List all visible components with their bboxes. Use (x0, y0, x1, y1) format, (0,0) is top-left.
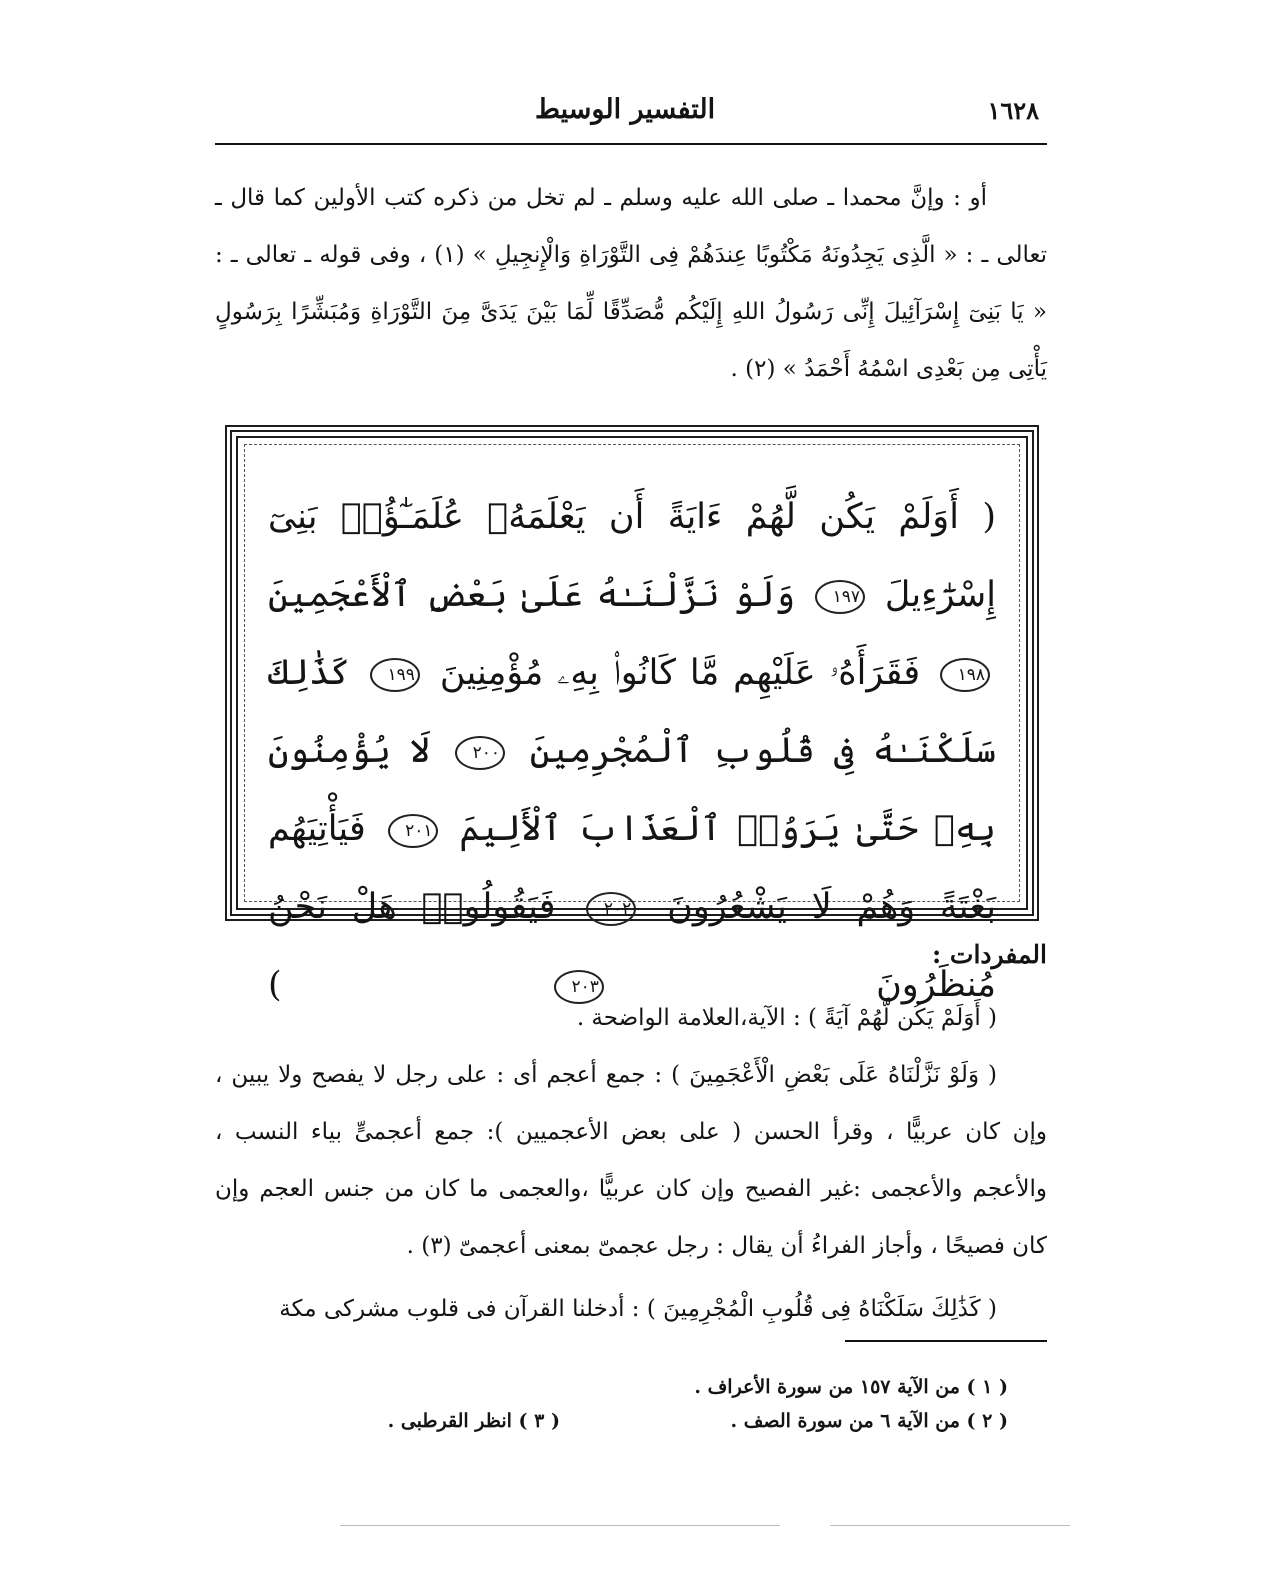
ayah-number-199: ١٩٩ (370, 658, 420, 692)
footnote-2: ( ٢ ) من الآية ٦ من سورة الصف . (730, 1410, 1008, 1432)
footnote-1: ( ١ ) من الآية ١٥٧ من سورة الأعراف . (694, 1376, 1008, 1398)
ayah-number-202: ٢٠٢ (586, 892, 636, 926)
verse-text-197: أَوَلَمْ يَكُن لَّهُمْ ءَايَةً أَن يَعْلَمَهُۥ عُلَمَـٰٓؤُا۟ بَنِىٓ إِسْرَٰٓءِيلَ (268, 497, 996, 615)
ayah-number-198: ١٩٨ (940, 658, 990, 692)
intro-text: أو : وإنَّ محمدا ـ صلى الله عليه وسلم ـ لم تخل من ذكره كتب الأولين كما قال ـ تعالى ـ : « الَّذِى يَجِدُونَهُ مَكْتُوبًا عِندَهُمْ فِى التَّوْرَاةِ وَالْإِنجِيلِ » (١) ، وفى قوله ـ تعالى ـ : « يَا بَنِىٓ إِسْرَآئِيلَ إِنِّى رَسُولُ اللهِ إِلَيْكُم مُّصَدِّقًا لِّمَا بَيْنَ يَدَىَّ مِنَ التَّوْرَاةِ وَمُبَشِّرًا بِرَسُولٍ يَأْتِى مِن بَعْدِى اسْمُهُ أَحْمَدُ » (٢) . (215, 185, 1047, 382)
verse-text-199: فَقَرَأَهُۥ عَلَيْهِم مَّا كَانُوا۟ بِهِۦ مُؤْمِنِينَ (439, 653, 921, 693)
ayah-number-197: ١٩٧ (815, 580, 865, 614)
page-number: ١٦٢٨ (987, 96, 1039, 125)
running-head (215, 92, 1047, 132)
verse-text-201: لَا يُؤْمِنُونَ بِهِۦ حَتَّىٰ يَرَوُا۟ ٱلْعَذَابَ ٱلْأَلِيمَ (268, 731, 996, 849)
header-rule (215, 143, 1047, 145)
vocab-entry-ayah: ( أَوَلَمْ يَكُن لَّهُمْ آيَةً ) : الآية،العلامة الواضحة . (576, 1005, 997, 1031)
footnote-3: ( ٣ ) انظر القرطبى . (387, 1410, 560, 1432)
scan-artifact-line (830, 1525, 1070, 1526)
intro-paragraph (215, 170, 1047, 398)
ayah-number-200: ٢٠٠ (455, 736, 505, 770)
verse-text-203: فَيَقُولُوا۟ هَلْ نَحْنُ مُنظَرُونَ (268, 887, 996, 1005)
scan-artifact-line (340, 1525, 780, 1526)
footnote-rule (845, 1340, 1047, 1342)
verse-text-202: فَيَأْتِيَهُم بَغْتَةً وَهُمْ لَا يَشْعُرُونَ (268, 809, 996, 927)
ayah-number-203: ٢٠٣ (554, 970, 604, 1004)
verse-text-198: وَلَوْ نَزَّلْنَـٰهُ عَلَىٰ بَعْضِ ٱلْأَعْجَمِينَ (268, 575, 796, 615)
quran-open-bracket: ( (982, 497, 996, 537)
quran-close-bracket: ) (268, 965, 282, 1005)
vocab-entry-ajamin: ( وَلَوْ نَزَّلْنَاهُ عَلَى بَعْضِ الْأَعْجَمِينَ ) : جمع أعجم أى : على رجل لا يفصح ولا يبين ، وإن كان عربيًّا ، وقرأ الحسن ( على بعض الأعجميين ): جمع أعجمىٍّ بياء النسب ، والأعجم والأعجمى :غير الفصيح وإن كان عربيًّا ،والعجمى ما كان من جنس العجم وإن كان فصيحًا ، وأجاز الفراءُ أن يقال : رجل عجمىّ بمعنى أعجمىّ (٣) . (215, 1062, 1047, 1259)
vocabulary-heading: المفردات : (931, 940, 1047, 969)
vocabulary-section (215, 990, 1047, 1338)
book-title: التفسير الوسيط (535, 94, 716, 125)
verse-text-200: كَذَٰلِكَ سَلَكْنَـٰهُ فِى قُلُوبِ ٱلْمُجْرِمِينَ (268, 653, 996, 771)
ayah-number-201: ٢٠١ (388, 814, 438, 848)
vocab-entry-salaknahu: ( كَذَٰلِكَ سَلَكْنَاهُ فِى قُلُوبِ الْمُجْرِمِينَ ) : أدخلنا القرآن فى قلوب مشركى مكة (279, 1296, 997, 1322)
